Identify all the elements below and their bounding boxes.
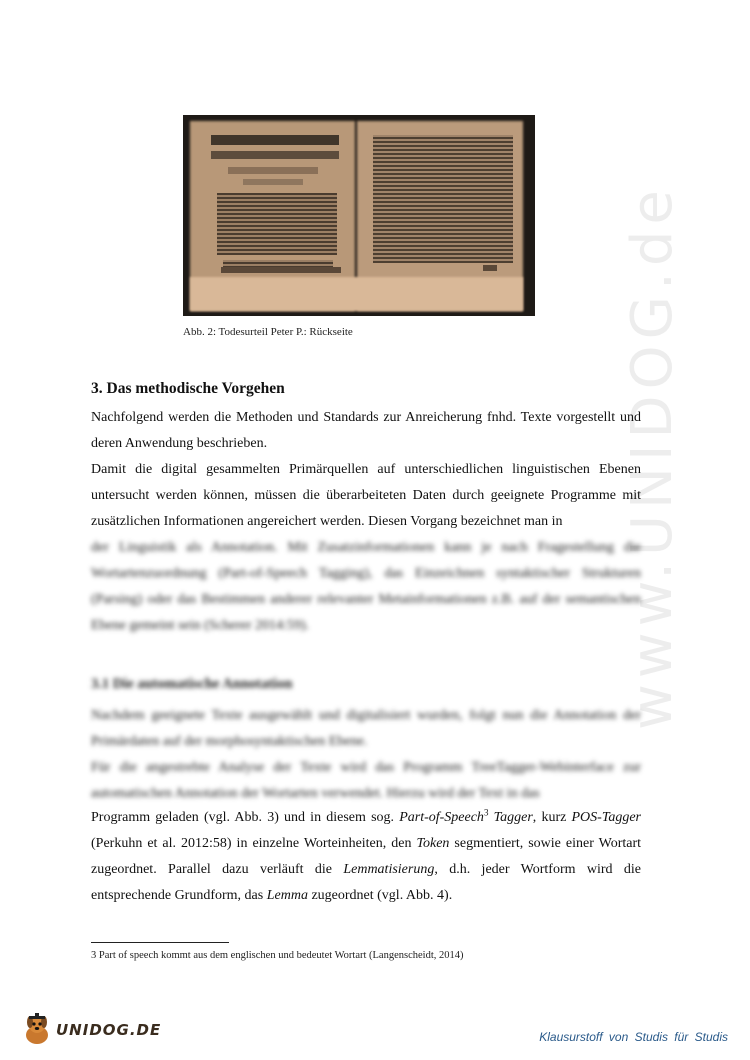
document-scan-image: [183, 115, 535, 316]
paragraph: Nachfolgend werden die Methoden und Standards zur Anreicherung fnhd. Texte vorgestellt und deren Anwendung beschrieben.: [91, 410, 641, 451]
blurred-paragraph: Für die angestrebte Analyse der Texte wird das Programm TreeTagger-Webinterface zur automatischen Annotation der Wortarten verwendet. Hierzu wird der Text in das: [91, 760, 641, 801]
section-heading: 3. Das methodische Vorgehen: [91, 380, 285, 397]
footnote-divider: [91, 942, 229, 943]
figure-caption: Abb. 2: Todesurteil Peter P.: Rückseite: [183, 326, 353, 338]
blurred-paragraph: Nachdem geeignete Texte ausgewählt und digitalisiert wurden, folgt nun die Annotation der Primärdaten auf der morphosyntaktischen Ebene.: [91, 708, 641, 749]
footnote: 3 Part of speech kommt aus dem englischen und bedeutet Wortart (Langenscheidt, 2014): [91, 950, 464, 961]
paragraph: Programm geladen (vgl. Abb. 3) und in diesem sog. Part-of-Speech$^3$ Tagger, kurz POS-Tagger (Perkuhn et al. 2012:58) in einzelne Worteinheiten, den Token segmentiert, sowie einer Wortart zugeordnet. Parallel dazu verläuft die Lemmatisierung, d.h. jeder Wortform wird die entsprechende Grundform, das Lemma zugeordnet (vgl. Abb. 4).: [91, 807, 642, 903]
blurred-paragraph: der Linguistik als Annotation. Mit Zusatzinformationen kann je nach Fragestellung die Wortartenzuordnung (Part-of-Speech Tagging), das Einzeichnen syntaktischer Strukturen (Parsing) oder das Bestimmen anderer relevanter Metainformationen z.B. auf der semantischen Ebene gemeint sein (Scherer 2014:59).: [91, 540, 641, 633]
subsection-heading: 3.1 Die automatische Annotation: [91, 676, 293, 692]
logo-text: UNIDOG.DE: [56, 1021, 162, 1039]
footer-tagline: Klausurstoff von Studis für Studis: [539, 1030, 728, 1044]
dog-icon: [20, 1013, 54, 1047]
footnote-marker: 3: [483, 807, 489, 818]
watermark: www.UNIDOG.de: [620, 184, 685, 730]
unidog-logo[interactable]: [20, 1013, 161, 1047]
paragraph: Damit die digital gesammelten Primärquellen auf unterschiedlichen linguistischen Ebenen untersucht werden können, müssen die überarbeiteten Daten durch geeignete Programme mit zusätzlichen Informationen angereichert werden. Diesen Vorgang bezeichnet man in: [91, 462, 641, 529]
